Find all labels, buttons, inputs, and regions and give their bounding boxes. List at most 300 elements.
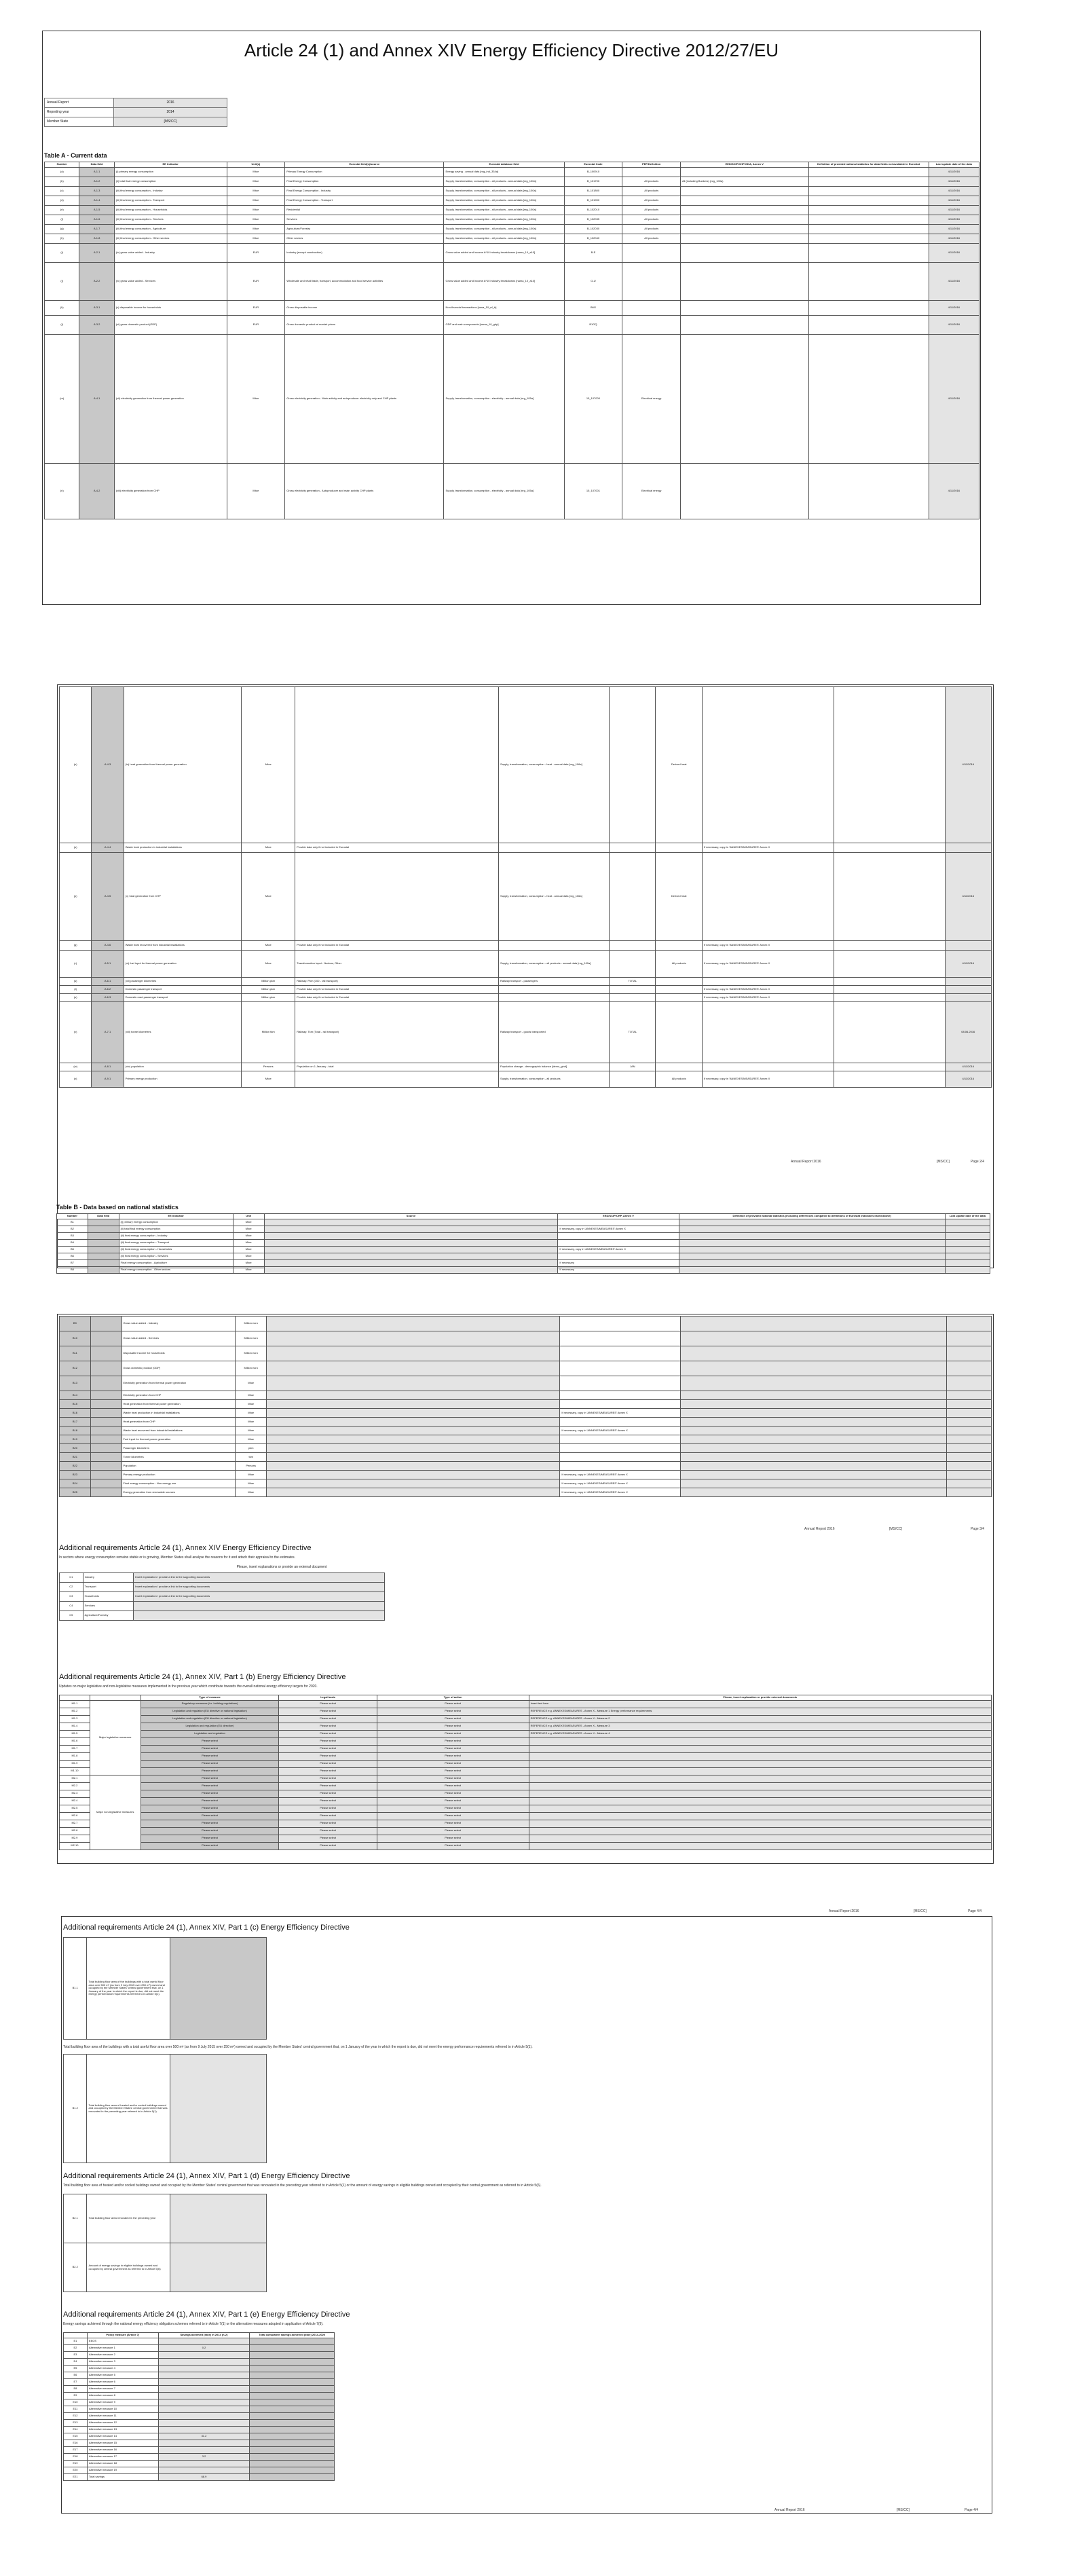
- action-type-select[interactable]: Please select: [377, 1820, 529, 1827]
- action-type-select[interactable]: Please select: [377, 1842, 529, 1850]
- measure-explanation-input[interactable]: [529, 1782, 991, 1790]
- annex-reference: If necessary, copy in 'ANNEXES/MEASURES' Annex X: [558, 1226, 679, 1232]
- legal-basis-select[interactable]: Please select: [279, 1782, 377, 1790]
- action-type-select[interactable]: Please select: [377, 1790, 529, 1797]
- table-a: [44, 162, 979, 519]
- action-type-select[interactable]: Please select: [377, 1708, 529, 1715]
- savings-input[interactable]: [158, 2399, 250, 2406]
- savings-input[interactable]: [158, 2467, 250, 2473]
- unit: Mtoe: [233, 1219, 264, 1226]
- eurostat-code: B_101800: [564, 186, 622, 196]
- definition-input[interactable]: [681, 1409, 947, 1418]
- last-update-date[interactable]: [946, 1471, 991, 1479]
- eurostat-source: Transformation input - Nuclear, Other: [295, 951, 499, 978]
- action-type-select[interactable]: Please select: [377, 1767, 529, 1775]
- source-input[interactable]: [267, 1376, 560, 1391]
- cumulative-savings-input[interactable]: [250, 2412, 335, 2419]
- unit: Million pkm: [242, 994, 295, 1002]
- annex-reference: [558, 1232, 679, 1239]
- legal-basis-select[interactable]: Please select: [279, 1700, 377, 1708]
- cumulative-savings-input[interactable]: [250, 2419, 335, 2426]
- last-update-date[interactable]: [946, 1346, 991, 1361]
- row-number: B18: [60, 1427, 91, 1435]
- legal-basis-select[interactable]: Please select: [279, 1842, 377, 1850]
- unit: Mtoe: [236, 1391, 267, 1400]
- legal-basis-select[interactable]: Please select: [279, 1775, 377, 1782]
- value-input[interactable]: [170, 2243, 267, 2292]
- savings-input[interactable]: 0.2: [158, 2344, 250, 2351]
- legal-basis-select[interactable]: Please select: [279, 1745, 377, 1752]
- measure-explanation-input[interactable]: [529, 1835, 991, 1842]
- action-type-select[interactable]: Please select: [377, 1805, 529, 1812]
- measure-explanation-input[interactable]: REFERENCE e.g. ANNEXES/MEASURES - Annex X - Measure 2: [529, 1715, 991, 1723]
- table-row: [57, 1232, 990, 1239]
- source-input[interactable]: [267, 1427, 560, 1435]
- source-input[interactable]: [264, 1232, 558, 1239]
- last-update-date[interactable]: [946, 1361, 991, 1376]
- definition-input[interactable]: [681, 1376, 947, 1391]
- definition-input[interactable]: [679, 1266, 945, 1273]
- definition-input[interactable]: [681, 1479, 947, 1488]
- cumulative-savings-input[interactable]: [250, 2426, 335, 2433]
- row-number: M1.7: [60, 1745, 90, 1752]
- measure-explanation-input[interactable]: [529, 1752, 991, 1760]
- last-update-date: 4/11/2016: [945, 1071, 991, 1088]
- source-input[interactable]: [267, 1453, 560, 1462]
- measure-explanation-input[interactable]: [529, 1820, 991, 1827]
- annex-reference: [681, 224, 809, 234]
- ee-indicator: (xiii) tonne kilometres: [124, 1002, 242, 1063]
- measure-explanation-input[interactable]: REFERENCE e.g. ANNEXES/MEASURES - Annex X - Measure 1 Energy performance requirements: [529, 1708, 991, 1715]
- last-update-date[interactable]: [946, 1391, 991, 1400]
- definition-input[interactable]: [681, 1317, 947, 1331]
- definition-input[interactable]: [681, 1391, 947, 1400]
- row-number: (j): [45, 262, 79, 300]
- value-input[interactable]: [170, 1938, 267, 2040]
- last-update-date[interactable]: [946, 1453, 991, 1462]
- cumulative-savings-input[interactable]: [250, 2358, 335, 2365]
- cumulative-savings-input[interactable]: [250, 2351, 335, 2358]
- definition-input[interactable]: [679, 1219, 945, 1226]
- eurostat-code: B_102040: [564, 234, 622, 243]
- cumulative-savings-input[interactable]: [250, 2446, 335, 2453]
- cumulative-savings-input[interactable]: [250, 2406, 335, 2412]
- savings-input[interactable]: 3.2: [158, 2453, 250, 2460]
- cumulative-savings-input[interactable]: [250, 2467, 335, 2473]
- measure-explanation-input[interactable]: Insert text here: [529, 1700, 991, 1708]
- action-type-select[interactable]: Please select: [377, 1700, 529, 1708]
- legal-basis-select[interactable]: Please select: [279, 1737, 377, 1745]
- row-number: (l): [45, 315, 79, 334]
- legal-basis-select[interactable]: Please select: [279, 1730, 377, 1737]
- annex-reference: [558, 1219, 679, 1226]
- source-input[interactable]: [267, 1346, 560, 1361]
- last-update-date[interactable]: [945, 1239, 990, 1246]
- explanations-table: [59, 1572, 385, 1621]
- measure-type-select[interactable]: Please select: [141, 1812, 279, 1820]
- source-input[interactable]: [264, 1253, 558, 1259]
- ee-indicator: Gross domestic product (GDP): [122, 1361, 236, 1376]
- savings-input[interactable]: [158, 2446, 250, 2453]
- national-definition: [834, 1063, 945, 1071]
- measure-type-select[interactable]: Please select: [141, 1827, 279, 1835]
- last-update-date[interactable]: [946, 1331, 991, 1346]
- data-field: A.9.1: [92, 1071, 124, 1088]
- action-type-select[interactable]: Please select: [377, 1782, 529, 1790]
- last-update-date[interactable]: [945, 1253, 990, 1259]
- definition-input[interactable]: [679, 1253, 945, 1259]
- measure-explanation-input[interactable]: [529, 1842, 991, 1850]
- measure-type-select[interactable]: Please select: [141, 1767, 279, 1775]
- data-field: [88, 1253, 119, 1259]
- explanation-input[interactable]: Insert explanation / provide a link to the supporting documents: [134, 1592, 385, 1602]
- pef-definition: [622, 167, 681, 177]
- legal-basis-select[interactable]: Please select: [279, 1752, 377, 1760]
- savings-input[interactable]: 68.9: [158, 2473, 250, 2480]
- action-type-select[interactable]: Please select: [377, 1760, 529, 1767]
- savings-input[interactable]: [158, 2378, 250, 2385]
- savings-input[interactable]: [158, 2351, 250, 2358]
- table-row: [60, 1700, 992, 1708]
- cumulative-savings-input[interactable]: [250, 2453, 335, 2460]
- measure-type-select[interactable]: Please select: [141, 1797, 279, 1805]
- table-row: [45, 215, 979, 224]
- column-header: Unit: [233, 1214, 264, 1219]
- measure-explanation-input[interactable]: [529, 1767, 991, 1775]
- definition-input[interactable]: [681, 1488, 947, 1497]
- last-update-date[interactable]: [946, 1488, 991, 1497]
- last-update-date[interactable]: [945, 1226, 990, 1232]
- table-row: [45, 234, 979, 243]
- measure-type-select[interactable]: Regulatory measures (i.e. building regulations): [141, 1700, 279, 1708]
- legal-basis-select[interactable]: Please select: [279, 1790, 377, 1797]
- measure-type-select[interactable]: Please select: [141, 1805, 279, 1812]
- definition-input[interactable]: [679, 1239, 945, 1246]
- source-input[interactable]: [267, 1409, 560, 1418]
- savings-input[interactable]: [158, 2440, 250, 2446]
- explanation-input[interactable]: Insert explanation / provide a link to the supporting documents: [134, 1573, 385, 1583]
- ee-indicator: Waste heat recovered from industrial installations: [122, 1427, 236, 1435]
- definition-input[interactable]: [681, 1435, 947, 1444]
- savings-input[interactable]: [158, 2426, 250, 2433]
- cumulative-savings-input[interactable]: [250, 2338, 335, 2344]
- table-row: [45, 300, 979, 315]
- measure-explanation-input[interactable]: [529, 1760, 991, 1767]
- last-update-date[interactable]: [946, 1376, 991, 1391]
- measure-type-select[interactable]: Please select: [141, 1752, 279, 1760]
- legal-basis-select[interactable]: Please select: [279, 1723, 377, 1730]
- row-number: M2.7: [60, 1820, 90, 1827]
- annex-reference: [560, 1400, 681, 1409]
- definition-input[interactable]: [681, 1444, 947, 1453]
- last-update-date[interactable]: [946, 1479, 991, 1488]
- measure-explanation-input[interactable]: [529, 1790, 991, 1797]
- last-update-date: [945, 994, 991, 1002]
- legal-basis-select[interactable]: Please select: [279, 1820, 377, 1827]
- last-update-date[interactable]: [946, 1317, 991, 1331]
- national-definition: [834, 687, 945, 843]
- table-row: [60, 843, 992, 853]
- savings-input[interactable]: [158, 2338, 250, 2344]
- definition-input[interactable]: [681, 1471, 947, 1479]
- measure-explanation-input[interactable]: [529, 1827, 991, 1835]
- last-update-date[interactable]: [946, 1462, 991, 1471]
- cumulative-savings-input[interactable]: [250, 2365, 335, 2372]
- definition-input[interactable]: [681, 1453, 947, 1462]
- savings-input[interactable]: 31.2: [158, 2433, 250, 2440]
- action-type-select[interactable]: Please select: [377, 1775, 529, 1782]
- measure-type-select[interactable]: Please select: [141, 1842, 279, 1850]
- meta-value[interactable]: [MS/CC]: [114, 117, 227, 127]
- last-update-date[interactable]: [946, 1400, 991, 1409]
- legal-basis-select[interactable]: Please select: [279, 1827, 377, 1835]
- annex-reference: [681, 234, 809, 243]
- savings-input[interactable]: [158, 2460, 250, 2467]
- ee-indicator: Primary energy production: [124, 1071, 242, 1088]
- source-input[interactable]: [264, 1226, 558, 1232]
- last-update-date[interactable]: [945, 1219, 990, 1226]
- source-input[interactable]: [267, 1391, 560, 1400]
- definition-input[interactable]: [679, 1259, 945, 1266]
- annex-reference: If necessary, copy in 'ANNEXES/MEASURES' Annex X: [702, 843, 834, 853]
- source-input[interactable]: [267, 1444, 560, 1453]
- annex-reference: If necessary: [558, 1259, 679, 1266]
- measure-type-select[interactable]: Please select: [141, 1835, 279, 1842]
- pef-definition: [622, 262, 681, 300]
- last-update-date[interactable]: [946, 1418, 991, 1427]
- eurostat-database: Supply, transformation, consumption - electricity - annual data [nrg_105a]: [444, 463, 564, 519]
- value-input[interactable]: [170, 2055, 267, 2163]
- row-number: (n): [45, 463, 79, 519]
- last-update-date[interactable]: [945, 1259, 990, 1266]
- definition-input[interactable]: [679, 1232, 945, 1239]
- national-definition: [808, 215, 929, 224]
- measure-type-select[interactable]: Please select: [141, 1760, 279, 1767]
- definition-input[interactable]: [681, 1427, 947, 1435]
- action-type-select[interactable]: Please select: [377, 1745, 529, 1752]
- action-type-select[interactable]: Please select: [377, 1730, 529, 1737]
- savings-input[interactable]: [158, 2385, 250, 2392]
- value-input[interactable]: [170, 2194, 267, 2243]
- definition-input[interactable]: [679, 1226, 945, 1232]
- row-number: (d): [45, 196, 79, 205]
- savings-input[interactable]: [158, 2358, 250, 2365]
- meta-value[interactable]: 2016: [114, 98, 227, 108]
- eurostat-source: Provide data only if not included in Eurostat: [295, 941, 499, 951]
- source-input[interactable]: [264, 1259, 558, 1266]
- measure-type-select[interactable]: Legislation and regulation (EU directive or national legislation): [141, 1708, 279, 1715]
- eurostat-code: JAN: [610, 1063, 656, 1071]
- national-definition: [834, 978, 945, 986]
- source-input[interactable]: [267, 1400, 560, 1409]
- source-input[interactable]: [264, 1266, 558, 1273]
- last-update-date[interactable]: [946, 1444, 991, 1453]
- source-input[interactable]: [267, 1488, 560, 1497]
- definition-input[interactable]: [679, 1246, 945, 1253]
- measure-explanation-input[interactable]: REFERENCE e.g. ANNEXES/MEASURES - Annex X - Measure 4: [529, 1730, 991, 1737]
- page-2: [56, 684, 994, 1271]
- source-input[interactable]: [264, 1246, 558, 1253]
- measure-explanation-input[interactable]: [529, 1775, 991, 1782]
- measure-type-select[interactable]: Legislation and regulation (EU directive): [141, 1723, 279, 1730]
- definition-input[interactable]: [681, 1346, 947, 1361]
- unit: Mtoe: [233, 1266, 264, 1273]
- measure-explanation-input[interactable]: REFERENCE e.g. ANNEXES/MEASURES - Annex X - Measure 3: [529, 1723, 991, 1730]
- measure-explanation-input[interactable]: [529, 1805, 991, 1812]
- savings-input[interactable]: [158, 2412, 250, 2419]
- last-update-date[interactable]: [945, 1246, 990, 1253]
- measure-explanation-input[interactable]: [529, 1737, 991, 1745]
- legal-basis-select[interactable]: Please select: [279, 1708, 377, 1715]
- section-title: Additional requirements Article 24 (1), Annex XIV, Part 1 (d) Energy Efficiency Directive: [63, 2172, 350, 2180]
- eurostat-code: 15_107001: [564, 463, 622, 519]
- measure-type-select[interactable]: Legislation and regulation (EU directive or national legislation): [141, 1715, 279, 1723]
- cumulative-savings-input[interactable]: [250, 2392, 335, 2399]
- eurostat-code: B_102010: [564, 205, 622, 215]
- action-type-select[interactable]: Please select: [377, 1752, 529, 1760]
- ee-indicator: Final energy consumption - Other sectors: [119, 1266, 233, 1273]
- row-number: B11: [60, 1346, 91, 1361]
- cumulative-savings-input[interactable]: [250, 2378, 335, 2385]
- measure-type-select[interactable]: Please select: [141, 1820, 279, 1827]
- measure-type-select[interactable]: Please select: [141, 1790, 279, 1797]
- national-definition: [808, 334, 929, 463]
- savings-input[interactable]: [158, 2406, 250, 2412]
- measure-type-select[interactable]: Please select: [141, 1737, 279, 1745]
- source-input[interactable]: [267, 1435, 560, 1444]
- data-field: A.3.1: [79, 300, 114, 315]
- ee-indicator: (iii) final energy consumption - Industry: [119, 1232, 233, 1239]
- measure-type-select[interactable]: Please select: [141, 1775, 279, 1782]
- savings-input[interactable]: [158, 2365, 250, 2372]
- data-field: A.1.8: [79, 234, 114, 243]
- column-header: [60, 1695, 90, 1701]
- measure-type-select[interactable]: Please select: [141, 1782, 279, 1790]
- source-input[interactable]: [267, 1361, 560, 1376]
- action-type-select[interactable]: Please select: [377, 1715, 529, 1723]
- action-type-select[interactable]: Please select: [377, 1797, 529, 1805]
- definition-input[interactable]: [681, 1361, 947, 1376]
- savings-input[interactable]: [158, 2372, 250, 2378]
- row-number: (r): [60, 951, 92, 978]
- table-row: [64, 2194, 267, 2243]
- annex-reference: [702, 1002, 834, 1063]
- policy-measure: Alternative measure 8: [87, 2392, 158, 2399]
- explanation-input[interactable]: Insert explanation / provide a link to the supporting documents: [134, 1583, 385, 1592]
- last-update-date[interactable]: [946, 1427, 991, 1435]
- definition-input[interactable]: [681, 1462, 947, 1471]
- cumulative-savings-input[interactable]: [250, 2399, 335, 2406]
- policy-measure: Alternative measure 9: [87, 2399, 158, 2406]
- action-type-select[interactable]: Please select: [377, 1723, 529, 1730]
- cumulative-savings-input[interactable]: [250, 2460, 335, 2467]
- cumulative-savings-input[interactable]: [250, 2372, 335, 2378]
- source-input[interactable]: [264, 1219, 558, 1226]
- legal-basis-select[interactable]: Please select: [279, 1835, 377, 1842]
- row-number: (u): [60, 994, 92, 1002]
- legal-basis-select[interactable]: Please select: [279, 1767, 377, 1775]
- legal-basis-select[interactable]: Please select: [279, 1797, 377, 1805]
- measure-explanation-input[interactable]: [529, 1745, 991, 1752]
- definition-input[interactable]: [681, 1331, 947, 1346]
- pef-definition: Derived heat: [656, 687, 702, 843]
- ee-indicator: (i) primary energy consumption: [119, 1219, 233, 1226]
- explanation-input[interactable]: [134, 1611, 385, 1621]
- row-number: B2.1: [64, 2194, 87, 2243]
- last-update-date[interactable]: [945, 1232, 990, 1239]
- cumulative-savings-input[interactable]: [250, 2385, 335, 2392]
- cumulative-savings-input[interactable]: [250, 2440, 335, 2446]
- ee-indicator: (iii) final energy consumption - Services: [119, 1253, 233, 1259]
- eurostat-code: [610, 843, 656, 853]
- row-number: B3: [57, 1232, 88, 1239]
- action-type-select[interactable]: Please select: [377, 1835, 529, 1842]
- eurostat-source: Residential: [285, 205, 444, 215]
- source-input[interactable]: [267, 1418, 560, 1427]
- last-update-date[interactable]: [945, 1266, 990, 1273]
- annex-reference: If necessary, copy in 'ANNEXES/MEASURES' Annex X: [560, 1488, 681, 1497]
- data-field: A.4.6: [92, 941, 124, 951]
- source-input[interactable]: [267, 1471, 560, 1479]
- table-row: [64, 2385, 335, 2392]
- source-input[interactable]: [267, 1331, 560, 1346]
- annex-reference: [702, 978, 834, 986]
- source-input[interactable]: [267, 1462, 560, 1471]
- action-type-select[interactable]: Please select: [377, 1737, 529, 1745]
- action-type-select[interactable]: Please select: [377, 1812, 529, 1820]
- last-update-date[interactable]: [946, 1409, 991, 1418]
- explanation-input[interactable]: [134, 1602, 385, 1611]
- cumulative-savings-input[interactable]: [250, 2433, 335, 2440]
- legal-basis-select[interactable]: Please select: [279, 1715, 377, 1723]
- table-row: [60, 1730, 992, 1737]
- meta-value[interactable]: 2014: [114, 108, 227, 117]
- table-row: [64, 2392, 335, 2399]
- row-number: (v): [60, 1002, 92, 1063]
- legal-basis-select[interactable]: Please select: [279, 1760, 377, 1767]
- source-input[interactable]: [264, 1239, 558, 1246]
- ee-indicator: Domestic road passenger transport: [124, 994, 242, 1002]
- source-input[interactable]: [267, 1317, 560, 1331]
- measure-explanation-input[interactable]: [529, 1797, 991, 1805]
- last-update-date[interactable]: [946, 1435, 991, 1444]
- row-number: (e): [45, 205, 79, 215]
- measure-explanation-input[interactable]: [529, 1812, 991, 1820]
- savings-input[interactable]: [158, 2419, 250, 2426]
- data-field: A.1.1: [79, 167, 114, 177]
- row-number: (c): [45, 186, 79, 196]
- legal-basis-select[interactable]: Please select: [279, 1805, 377, 1812]
- measure-type-select[interactable]: Legislation and regulation: [141, 1730, 279, 1737]
- row-number: M2.2: [60, 1782, 90, 1790]
- cumulative-savings-input[interactable]: [250, 2473, 335, 2480]
- data-field: [90, 1479, 122, 1488]
- legal-basis-select[interactable]: Please select: [279, 1812, 377, 1820]
- definition-input[interactable]: [681, 1400, 947, 1409]
- definition-input[interactable]: [681, 1418, 947, 1427]
- measure-type-select[interactable]: Please select: [141, 1745, 279, 1752]
- action-type-select[interactable]: Please select: [377, 1827, 529, 1835]
- eurostat-code: 15_107000: [564, 334, 622, 463]
- column-header: Definition of provided national statistics for data fields not available in Eurostat: [808, 162, 929, 168]
- unit: Mtoe: [233, 1226, 264, 1232]
- row-number: E16: [64, 2440, 88, 2446]
- eurostat-database: Supply, transformation, consumption - all products - annual data [nrg_100a]: [444, 186, 564, 196]
- savings-input[interactable]: [158, 2392, 250, 2399]
- source-input[interactable]: [267, 1479, 560, 1488]
- unit: Million euro: [236, 1317, 267, 1331]
- cumulative-savings-input[interactable]: [250, 2344, 335, 2351]
